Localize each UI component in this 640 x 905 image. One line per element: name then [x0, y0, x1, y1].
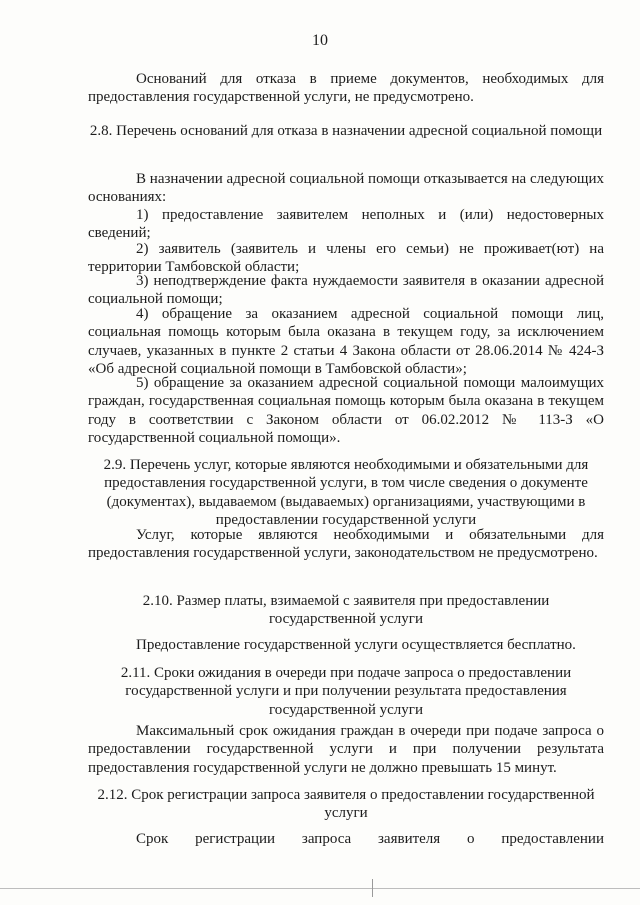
paragraph-2-9-body: Услуг, которые являются необходимыми и обязательными для предоставления государственной услуги, законодательством не предусмотрено.	[88, 527, 604, 562]
list-item-4: 4) обращение за оказанием адресной социальной помощи лиц, социальная помощь которым была оказана в текущем году, за исключением случаев, указанных в пункте 2 статьи 4 Закона области от 28.06.2014 № 424-З «Об адресной социальной помощи в Тамбовской области»;	[88, 306, 604, 378]
paragraph-2-10-body: Предоставление государственной услуги осуществляется бесплатно.	[136, 637, 576, 653]
page-number: 10	[312, 32, 328, 49]
heading-2-12: 2.12. Срок регистрации запроса заявителя о предоставлении государственной услуги	[97, 787, 595, 822]
heading-2-10: 2.10. Размер платы, взимаемой с заявителя при предоставлении государственной услуги	[142, 593, 550, 628]
paragraph-2-12-body: Срок регистрации запроса заявителя о предоставлении	[136, 831, 604, 847]
scan-mark	[372, 879, 373, 897]
list-item-5: 5) обращение за оказанием адресной социальной помощи малоимущих граждан, государственная социальная помощь которым была оказана в текущем году в соответствии с Законом области от 06.02.2012 № 113-З «О государственной социальной помощи».	[88, 375, 604, 447]
list-item-3: 3) неподтверждение факта нуждаемости заявителя в оказании адресной социальной помощи;	[88, 273, 604, 308]
list-item-1: 1) предоставление заявителем неполных и (или) недостоверных сведений;	[88, 207, 604, 242]
heading-2-11: 2.11. Сроки ожидания в очереди при подаче запроса о предоставлении государственной услуги и при получении результата предоставления государственной услуги	[120, 665, 572, 718]
paragraph-2-11-body: Максимальный срок ожидания граждан в очереди при подаче запроса о предоставлении государственной услуги и при получении результата предоставления государственной услуги не должно превышать 15 минут.	[88, 723, 604, 776]
heading-2-8: 2.8. Перечень оснований для отказа в назначении адресной социальной помощи	[89, 123, 603, 139]
heading-2-9: 2.9. Перечень услуг, которые являются необходимыми и обязательными для предоставления государственной услуги, в том числе сведения о документе (документах), выдаваемом (выдаваемых) организациями, участвующими в предоставлении государственной услуги	[103, 457, 589, 529]
scan-edge-line	[0, 888, 640, 889]
list-item-2: 2) заявитель (заявитель и члены его семьи) не проживает(ют) на территории Тамбовской области;	[88, 241, 604, 276]
paragraph-no-grounds-refusal: Оснований для отказа в приеме документов, необходимых для предоставления государственной услуги, не предусмотрено.	[88, 71, 604, 106]
paragraph-2-8-intro: В назначении адресной социальной помощи отказывается на следующих основаниях:	[88, 171, 604, 206]
